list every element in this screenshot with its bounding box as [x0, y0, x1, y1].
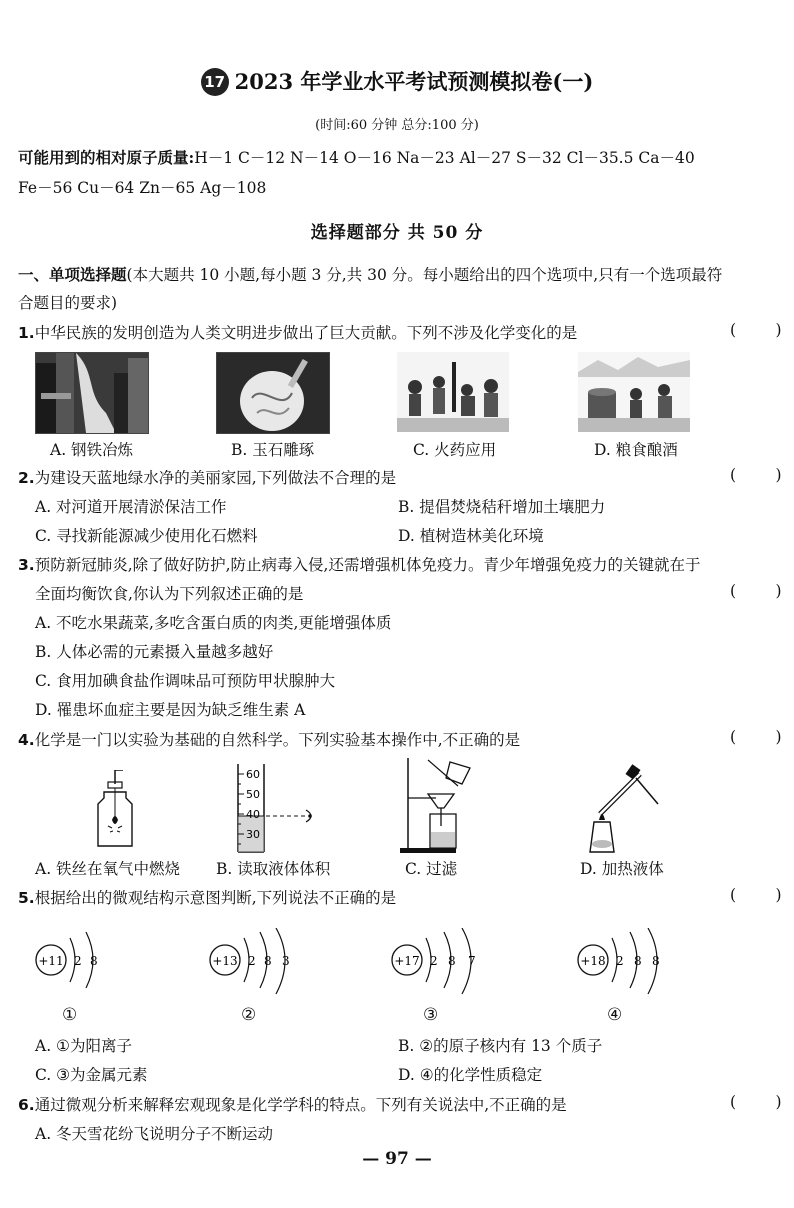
part1-heading-text2: 合题目的要求) [18, 294, 118, 312]
question-3-text-2: 全面均衡饮食,你认为下列叙述正确的是 [35, 585, 304, 603]
question-1-stem [18, 321, 577, 343]
part1-heading-label: 一、单项选择题 [18, 265, 127, 284]
section-title: 选择题部分 共 50 分 [310, 223, 484, 243]
question-2-option-c[interactable]: C. 寻找新能源减少使用化石燃料 [35, 527, 258, 545]
structure-4-shell-1: 2 [616, 954, 624, 968]
question-2-option-a[interactable]: A. 对河道开展清淤保洁工作 [35, 498, 227, 516]
question-2-option-b[interactable]: B. 提倡焚烧秸秆增加土壤肥力 [398, 498, 606, 516]
atomic-mass-values-1: H－1 C－12 N－14 O－16 Na－23 Al－27 S－32 Cl－35.5 Ca－40 [194, 149, 695, 167]
atomic-mass-label: 可能用到的相对原子质量: [18, 148, 195, 167]
structure-4-shell-2: 8 [634, 954, 642, 968]
question-4-option-c[interactable]: C. 过滤 [405, 860, 458, 878]
liquor-brewing-photo [578, 352, 690, 432]
question-5-stem [18, 886, 396, 908]
structure-3-shell-3: 7 [468, 954, 476, 968]
atomic-structure-4 [576, 928, 686, 1000]
structure-4-label: ④ [607, 1005, 623, 1025]
question-1-option-a[interactable]: A. 钢铁冶炼 [50, 441, 134, 459]
cylinder-tick-40: 40 [246, 808, 260, 821]
question-1-option-d[interactable]: D. 粮食酿酒 [594, 441, 678, 459]
exam-title-text: 2023 年学业水平考试预测模拟卷(一) [234, 69, 594, 94]
question-4-text: 化学是一门以实验为基础的自然科学。下列实验基本操作中,不正确的是 [34, 731, 521, 749]
heating-liquid-diagram [580, 762, 670, 854]
question-3-answer-blank[interactable]: ( ) [730, 582, 782, 600]
question-5-option-a[interactable]: A. ①为阳离子 [35, 1037, 132, 1055]
question-4-answer-blank[interactable]: ( ) [730, 728, 782, 746]
question-1-option-c[interactable]: C. 火药应用 [413, 441, 497, 459]
part1-heading [18, 263, 722, 285]
jade-carving-photo [216, 352, 330, 434]
question-4-stem [18, 728, 520, 750]
structure-3-shell-1: 2 [430, 954, 438, 968]
structure-2-shell-3: 3 [282, 954, 290, 968]
paper-number-badge: 17 [201, 68, 229, 96]
structure-3-label: ③ [423, 1005, 439, 1025]
cylinder-tick-50: 50 [246, 788, 260, 801]
question-2-option-d[interactable]: D. 植树造林美化环境 [398, 527, 544, 545]
structure-4-shell-3: 8 [652, 954, 660, 968]
atomic-mass-line-1 [18, 146, 695, 168]
exam-title [0, 66, 794, 96]
cylinder-tick-60: 60 [246, 768, 260, 781]
question-2-answer-blank[interactable]: ( ) [730, 466, 782, 484]
part1-heading-text1: (本大题共 10 小题,每小题 3 分,共 30 分。每小题给出的四个选项中,只有一个选项最符 [126, 266, 723, 284]
graduated-cylinder-diagram [228, 762, 328, 854]
iron-wire-burning-diagram [90, 770, 140, 850]
question-3-option-d[interactable]: D. 罹患坏血症主要是因为缺乏维生素 A [35, 701, 306, 719]
question-5-answer-blank[interactable]: ( ) [730, 886, 782, 904]
question-2-stem [18, 466, 396, 488]
question-1-text: 中华民族的发明创造为人类文明进步做出了巨大贡献。下列不涉及化学变化的是 [34, 324, 578, 342]
cylinder-tick-30: 30 [246, 828, 260, 841]
structure-2-label: ② [241, 1005, 257, 1025]
question-3-number: 3. [18, 556, 35, 574]
structure-3-nucleus: +17 [394, 954, 420, 968]
structure-1-shell-1: 2 [74, 954, 82, 968]
atomic-structure-1 [34, 928, 144, 1000]
atomic-mass-values-2: Fe－56 Cu－64 Zn－65 Ag－108 [18, 179, 267, 197]
atomic-structure-3 [390, 928, 500, 1000]
question-3-text-1: 预防新冠肺炎,除了做好防护,防止病毒入侵,还需增强机体免疫力。青少年增强免疫力的关键就在于 [34, 556, 701, 574]
structure-3-shell-2: 8 [448, 954, 456, 968]
filtration-diagram [398, 756, 478, 854]
question-2-text: 为建设天蓝地绿水净的美丽家园,下列做法不合理的是 [34, 469, 397, 487]
question-5-option-c[interactable]: C. ③为金属元素 [35, 1066, 148, 1084]
question-5-option-b[interactable]: B. ②的原子核内有 13 个质子 [398, 1037, 603, 1055]
steel-smelting-photo [35, 352, 149, 434]
structure-2-nucleus: +13 [212, 954, 238, 968]
question-3-option-a[interactable]: A. 不吃水果蔬菜,多吃含蛋白质的肉类,更能增强体质 [35, 614, 392, 632]
structure-2-shell-1: 2 [248, 954, 256, 968]
structure-4-nucleus: +18 [580, 954, 606, 968]
question-5-option-d[interactable]: D. ④的化学性质稳定 [398, 1066, 543, 1084]
question-4-number: 4. [18, 731, 35, 749]
question-3-option-b[interactable]: B. 人体必需的元素摄入量越多越好 [35, 643, 274, 661]
gunpowder-photo [397, 352, 509, 432]
question-2-number: 2. [18, 469, 35, 487]
question-1-number: 1. [18, 324, 35, 342]
question-5-text: 根据给出的微观结构示意图判断,下列说法不正确的是 [34, 889, 397, 907]
structure-1-shell-2: 8 [90, 954, 98, 968]
question-5-number: 5. [18, 889, 35, 907]
question-4-option-a[interactable]: A. 铁丝在氧气中燃烧 [35, 860, 181, 878]
question-4-option-b[interactable]: B. 读取液体体积 [216, 860, 331, 878]
question-3-option-c[interactable]: C. 食用加碘食盐作调味品可预防甲状腺肿大 [35, 672, 336, 690]
page-number: — 97 — [362, 1149, 432, 1169]
question-1-answer-blank[interactable]: ( ) [730, 321, 782, 339]
question-6-text: 通过微观分析来解释宏观现象是化学学科的特点。下列有关说法中,不正确的是 [34, 1096, 567, 1114]
structure-2-shell-2: 8 [264, 954, 272, 968]
question-6-number: 6. [18, 1096, 35, 1114]
structure-1-label: ① [62, 1005, 78, 1025]
question-3-stem-line-1 [18, 553, 700, 575]
atomic-structure-2 [208, 928, 318, 1000]
structure-1-nucleus: +11 [38, 954, 64, 968]
question-6-stem [18, 1093, 567, 1115]
question-1-option-b[interactable]: B. 玉石雕琢 [231, 441, 315, 459]
question-4-option-d[interactable]: D. 加热液体 [580, 860, 664, 878]
question-6-option-a[interactable]: A. 冬天雪花纷飞说明分子不断运动 [35, 1125, 274, 1143]
exam-subtitle: (时间:60 分钟 总分:100 分) [315, 118, 479, 133]
question-6-answer-blank[interactable]: ( ) [730, 1093, 782, 1111]
